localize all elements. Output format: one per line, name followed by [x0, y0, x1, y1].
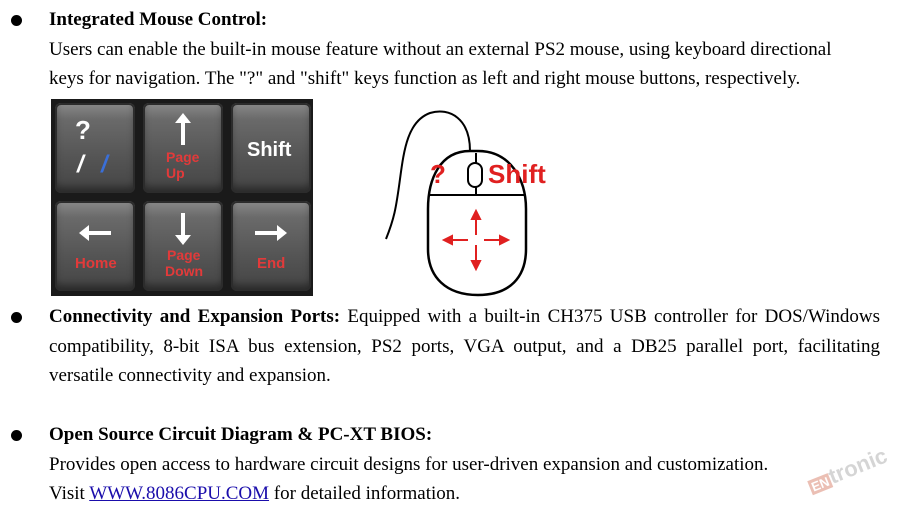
- page-up-label-1: Page: [166, 149, 200, 165]
- mouse-outline-icon: [360, 99, 560, 299]
- question-key-slash: /: [77, 151, 84, 178]
- section2-line1-rest: Equipped with a built-in CH375 USB controller for DOS/Windows: [347, 306, 881, 327]
- bullet-3: [11, 430, 22, 441]
- website-link[interactable]: WWW.8086CPU.COM: [89, 483, 270, 504]
- keyboard-image: [51, 99, 313, 296]
- arrow-left-icon: [55, 201, 135, 291]
- page-up-key: [143, 103, 223, 193]
- page-down-label-2: Down: [165, 263, 204, 279]
- mouse-left-label: ?: [430, 159, 446, 189]
- shift-key: [231, 103, 311, 193]
- end-key: [231, 201, 311, 291]
- watermark-text: tronic: [824, 442, 891, 489]
- question-key: [55, 103, 135, 193]
- section1-line1: Users can enable the built-in mouse feature without an external PS2 mouse, using keyboard directional: [49, 39, 832, 60]
- section1-line2: keys for navigation. The "?" and "shift" keys function as left and right mouse buttons, respectively.: [49, 68, 801, 89]
- section3-title: Open Source Circuit Diagram & PC-XT BIOS:: [49, 424, 433, 445]
- bullet-2: [11, 312, 22, 323]
- question-key-slash-blue: /: [101, 151, 108, 178]
- watermark-badge: EN: [809, 473, 832, 495]
- arrow-right-icon: [231, 201, 311, 291]
- mouse-diagram: [360, 99, 560, 299]
- question-key-top: ?: [75, 115, 91, 145]
- section3-line2: [49, 483, 460, 505]
- bullet-1: [11, 15, 22, 26]
- page-up-label-2: Up: [166, 165, 185, 181]
- section2-line2: compatibility, 8-bit ISA bus extension, PS2 ports, VGA output, and a DB25 parallel port, facilitating: [49, 336, 880, 357]
- section1-title: Integrated Mouse Control:: [49, 9, 268, 30]
- shift-key-label: Shift: [247, 139, 292, 161]
- section3-line1: Provides open access to hardware circuit designs for user-driven expansion and customization.: [49, 454, 769, 475]
- mouse-right-label: Shift: [488, 159, 546, 189]
- home-key: [55, 201, 135, 291]
- watermark-logo: [808, 442, 898, 516]
- end-key-label: End: [257, 255, 286, 272]
- home-key-label: Home: [75, 255, 117, 272]
- page-down-label-1: Page: [167, 247, 201, 263]
- section2-line1: [49, 306, 880, 328]
- section2-line3: versatile connectivity and expansion.: [49, 365, 331, 386]
- page-down-key: [143, 201, 223, 291]
- section2-title: Connectivity and Expansion Ports:: [49, 306, 341, 327]
- visit-text: Visit: [49, 483, 85, 504]
- after-link-text: for detailed information.: [273, 483, 461, 504]
